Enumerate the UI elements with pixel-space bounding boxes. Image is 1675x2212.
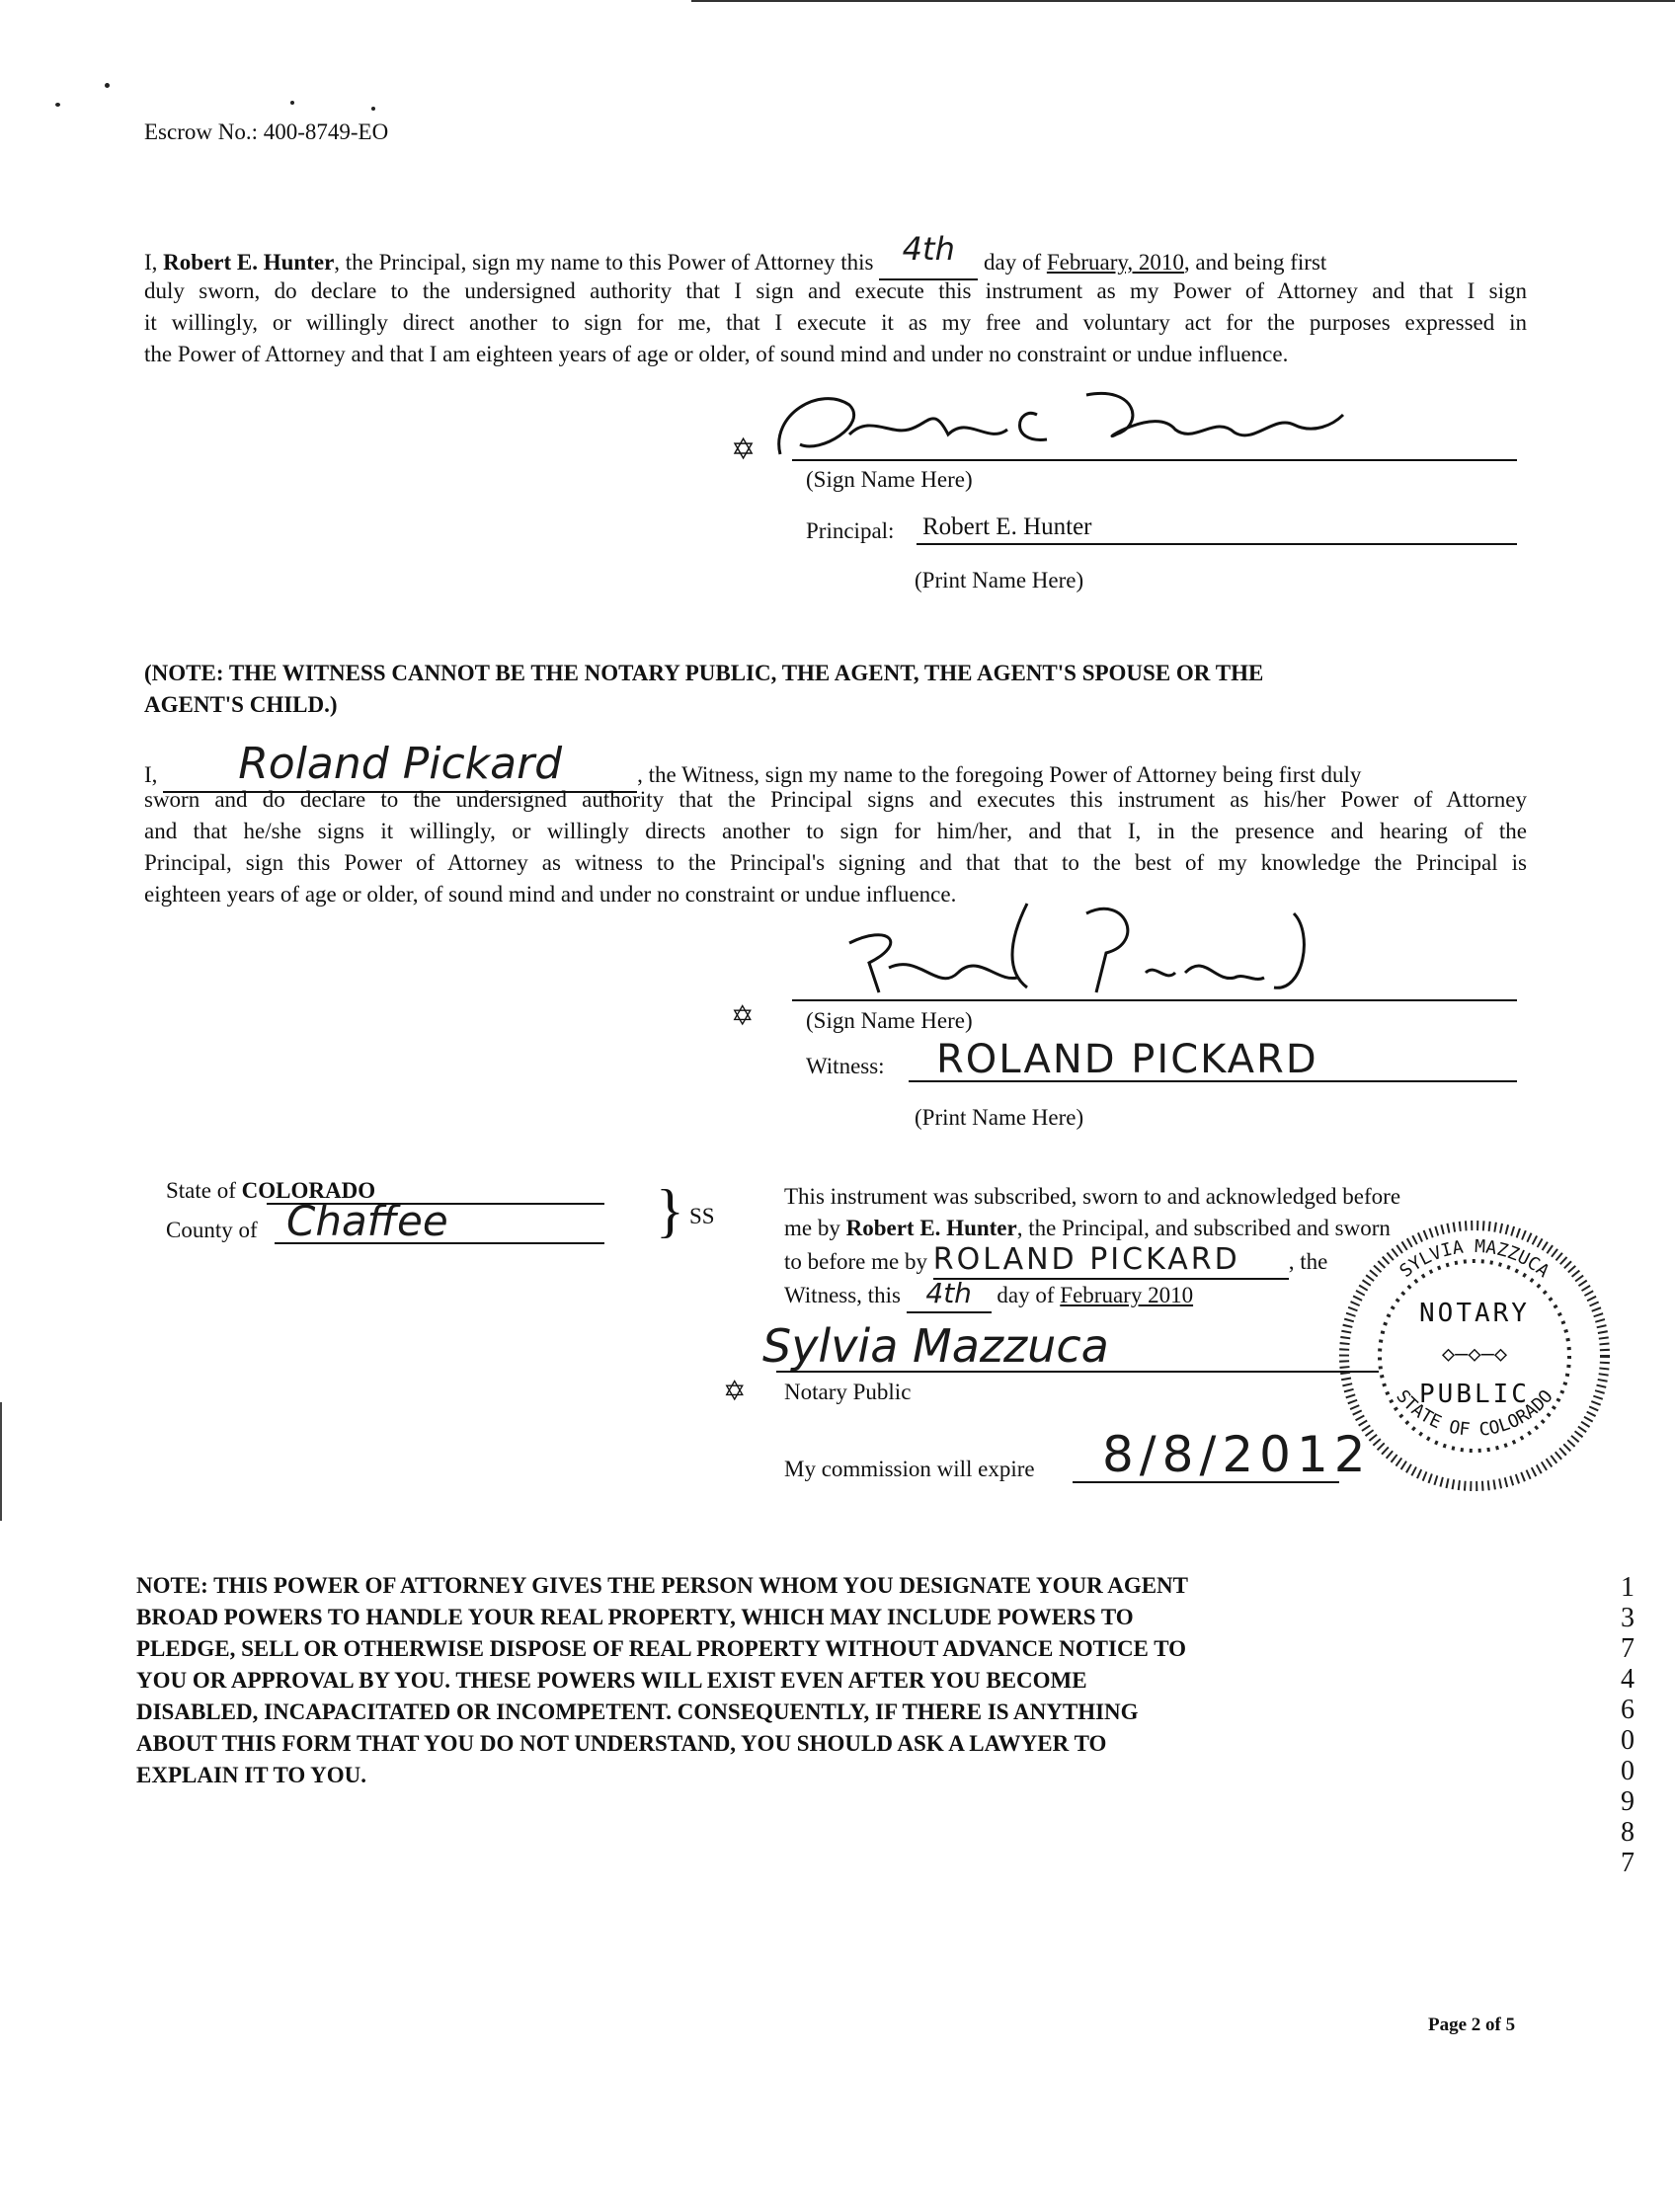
county-handwritten: Chaffee	[286, 1197, 448, 1245]
witness-paragraph-line4: Principal, sign this Power of Attorney as witness to the Principal's signing and that that to the best of my knowledge the Principal is	[144, 850, 1527, 875]
final-note-line6: ABOUT THIS FORM THAT YOU DO NOT UNDERSTAND, YOU SHOULD ASK A LAWYER TO	[136, 1731, 1107, 1756]
witness-paragraph-line3: and that he/she signs it willingly, or willingly directs another to sign for him/her, and that I, in the presence and hearing of the	[144, 819, 1527, 843]
top-scan-edge	[691, 0, 1675, 2]
witness-paragraph-line5: eighteen years of age or older, of sound mind and under no constraint or undue influence.	[144, 882, 957, 907]
commission-date-handwritten: 8/8/2012	[1102, 1426, 1372, 1483]
scan-speck	[55, 103, 60, 107]
notary-mark: ✡	[723, 1377, 747, 1407]
principal-signature-mark: ✡	[731, 434, 757, 466]
principal-name-print: Robert E. Hunter	[922, 514, 1092, 540]
principal-print-line	[917, 543, 1517, 545]
principal-name-bold: Robert E. Hunter	[163, 250, 335, 275]
ack-line1: This instrument was subscribed, sworn to and acknowledged before	[784, 1184, 1401, 1209]
county-label: County of	[166, 1218, 258, 1242]
principal-sign-caption: (Sign Name Here)	[806, 467, 973, 492]
svg-text:STATE OF COLORADO: STATE OF COLORADO	[1392, 1385, 1557, 1441]
witness-signature-mark: ✡	[731, 1001, 755, 1032]
witness-print-handwritten: ROLAND PICKARD	[936, 1037, 1318, 1082]
witness-paragraph-line2: sworn and do declare to the undersigned authority that the Principal signs and executes this instrument as his/her Power of Attorney	[144, 787, 1527, 812]
witness-print-line	[909, 1080, 1517, 1082]
record-number-vertical: 1374600987	[1621, 1572, 1635, 1878]
county-underline	[275, 1242, 604, 1244]
notary-seal	[1331, 1213, 1618, 1499]
scan-speck	[105, 83, 110, 88]
ack-day-blank: 4th	[907, 1278, 992, 1313]
scan-speck	[371, 107, 375, 111]
commission-underline	[1073, 1481, 1339, 1483]
escrow-number: Escrow No.: 400-8749-EO	[144, 119, 389, 144]
scan-speck	[290, 101, 294, 105]
notary-signature-handwritten: Sylvia Mazzuca	[762, 1319, 1109, 1373]
month-year: February, 2010	[1046, 250, 1184, 275]
witness-sign-caption: (Sign Name Here)	[806, 1008, 973, 1033]
final-note-line5: DISABLED, INCAPACITATED OR INCOMPETENT. CONSEQUENTLY, IF THERE IS ANYTHING	[136, 1699, 1139, 1724]
principal-paragraph-line2: duly sworn, do declare to the undersigned authority that I sign and execute this instrument as my Power of Attorney and that I sign	[144, 278, 1527, 303]
final-note-line3: PLEDGE, SELL OR OTHERWISE DISPOSE OF REAL PROPERTY WITHOUT ADVANCE NOTICE TO	[136, 1636, 1187, 1661]
notary-public-label: Notary Public	[784, 1380, 912, 1404]
principal-label: Principal:	[806, 518, 895, 543]
page-number: Page 2 of 5	[1428, 2014, 1516, 2035]
ack-line2: me by Robert E. Hunter, the Principal, and subscribed and sworn	[784, 1216, 1391, 1240]
principal-paragraph-line4: the Power of Attorney and that I am eighteen years of age or older, of sound mind and under no constraint or undue influence.	[144, 342, 1289, 366]
principal-print-caption: (Print Name Here)	[915, 568, 1084, 592]
witness-print-caption: (Print Name Here)	[915, 1105, 1084, 1130]
principal-paragraph-line1: I, Robert E. Hunter, the Principal, sign my name to this Power of Attorney this 4th day of February, 2010, and being first	[144, 243, 1527, 280]
ack-witness-date: Witness, this 4th day of February 2010	[784, 1278, 1193, 1313]
final-note-line1: NOTE: THIS POWER OF ATTORNEY GIVES THE PERSON WHOM YOU DESIGNATE YOUR AGENT	[136, 1573, 1189, 1598]
final-note-line2: BROAD POWERS TO HANDLE YOUR REAL PROPERTY, WHICH MAY INCLUDE POWERS TO	[136, 1605, 1134, 1629]
witness-signature-line	[792, 999, 1517, 1001]
witness-label: Witness:	[806, 1054, 885, 1078]
final-note-line7: EXPLAIN IT TO YOU.	[136, 1763, 367, 1787]
ss-brace: }	[656, 1178, 684, 1243]
day-handwritten: 4th	[902, 230, 955, 268]
principal-signature-line	[792, 459, 1517, 461]
svg-text:PUBLIC: PUBLIC	[1419, 1380, 1530, 1409]
witness-signature	[830, 884, 1383, 1007]
principal-paragraph-line3: it willingly, or willingly direct another to sign for me, that I execute it as my free and voluntary act for the purposes expressed in	[144, 310, 1527, 335]
witness-note-line2: AGENT'S CHILD.)	[144, 692, 338, 717]
witness-paragraph-line1: I, Roland Pickard , the Witness, sign my name to the foregoing Power of Attorney being first duly	[144, 752, 1527, 793]
state-line: State of COLORADO	[166, 1178, 376, 1203]
ss-label: SS	[689, 1204, 715, 1228]
witness-note-line1: (NOTE: THE WITNESS CANNOT BE THE NOTARY PUBLIC, THE AGENT, THE AGENT'S SPOUSE OR THE	[144, 661, 1264, 685]
svg-text:◇—◇—◇: ◇—◇—◇	[1441, 1342, 1508, 1367]
witness-name-handwritten: Roland Pickard	[238, 739, 563, 789]
state-value: COLORADO	[241, 1178, 376, 1203]
final-note-line4: YOU OR APPROVAL BY YOU. THESE POWERS WILL EXIST EVEN AFTER YOU BECOME	[136, 1668, 1087, 1693]
notary-signature-line	[776, 1371, 1379, 1373]
ack-month: February 2010	[1060, 1283, 1194, 1307]
ack-witness-blank: ROLAND PICKARD	[933, 1244, 1289, 1280]
svg-text:SYLVIA MAZZUCA: SYLVIA MAZZUCA	[1396, 1235, 1554, 1283]
commission-label: My commission will expire	[784, 1457, 1035, 1481]
ack-line3: to before me by ROLAND PICKARD , the	[784, 1244, 1327, 1280]
svg-text:NOTARY: NOTARY	[1419, 1299, 1530, 1328]
scan-edge-mark	[0, 1402, 2, 1521]
